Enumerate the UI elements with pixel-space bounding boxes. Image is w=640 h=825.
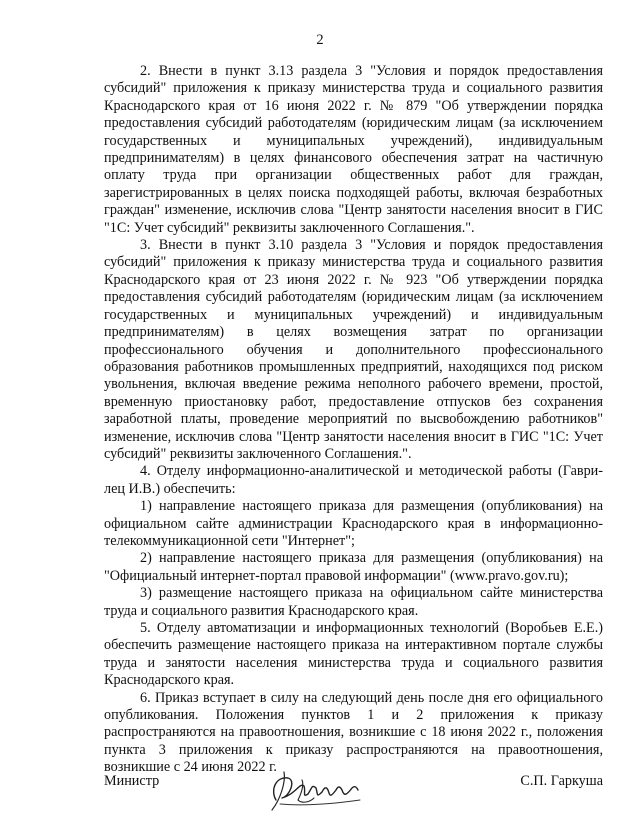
paragraph-item-5: 5. Отделу автоматизации и информационных технологий (Воробьев Е.Е.) обеспечить размещение настоящего приказа на интерактивном портале службы труда и занятости населения министерства труда и социального развития Краснодарского края. bbox=[104, 620, 603, 689]
handwritten-signature bbox=[262, 760, 372, 815]
paragraph-item-2: 2. Внести в пункт 3.13 раздела 3 "Условия и порядок предоставления субсидий" приложения к приказу министерства труда и социального развития Краснодарского края от 16 июня 2022 г. № 879 "Об утверждении порядка предоставления субсидий работодателям (юридическим лицам (за исключением государственных и муниципальных учреждений), индивидуальным предпринимателям) в целях финансового обеспечения затрат на частичную оплату труда при организации общественных работ для граждан, зарегистрированных в целях поиска подходящей работы, включая безработных граждан" изменение, исключив слова "Центр занятости населения вносит в ГИС "1С: Учет субсидий" реквизиты заключенного Соглашения.". bbox=[104, 63, 603, 236]
subitem-3: 3) размещение настоящего приказа на официальном сайте министерства труда и социального развития Краснодарского края. bbox=[104, 585, 603, 619]
paragraph-item-3: 3. Внести в пункт 3.10 раздела 3 "Условия и порядок предоставления субсидий" приложения к приказу министерства труда и социального развития Краснодарского края от 23 июня 2022 г. № 923 "Об утверждении порядка предоставления субсидий работодателям (юридическим лицам (за исключением государственных и муниципальных учреждений) и индивидуальным предпринимателям) в целях возмещения затрат по организации профессионального обучения и дополнительного профессионального образования работников промышленных предприятий, находящихся под риском увольнения, включая введение режима неполного рабочего времени, простой, временную приостановку работ, предоставление отпусков без сохранения заработной платы, проведение мероприятий по высвобождению работников" изменение, исключив слова "Центр занятости населения вносит в ГИС "1С: Учет субсидий" реквизиты заключенного Соглашения.". bbox=[104, 237, 603, 462]
signer-name: С.П. Гаркуша bbox=[520, 773, 603, 789]
signer-title: Министр bbox=[104, 773, 160, 789]
subitem-1: 1) направление настоящего приказа для размещения (опубликования) на официальном сайте администрации Краснодарского края в информационно-телекоммуникационной сети "Интернет"; bbox=[104, 498, 603, 549]
paragraph-item-4: 4. Отделу информационно-аналитической и методической работы (Гаври-лец И.В.) обеспечить: bbox=[104, 463, 603, 497]
page-number: 2 bbox=[316, 32, 324, 48]
document-body bbox=[104, 63, 603, 777]
paragraph-item-6: 6. Приказ вступает в силу на следующий день после дня его официального опубликования. Положения пунктов 1 и 2 приложения к приказу распространяются на правоотношения, возникшие с 18 июня 2022 г., положения пункта 3 приложения к приказу распространяются на правоотношения, возникшие с 24 июня 2022 г. bbox=[104, 689, 603, 776]
subitem-2: 2) направление настоящего приказа для размещения (опубликования) на "Официальный интернет-портал правовой информации" (www.pravo.gov.ru); bbox=[104, 550, 603, 584]
